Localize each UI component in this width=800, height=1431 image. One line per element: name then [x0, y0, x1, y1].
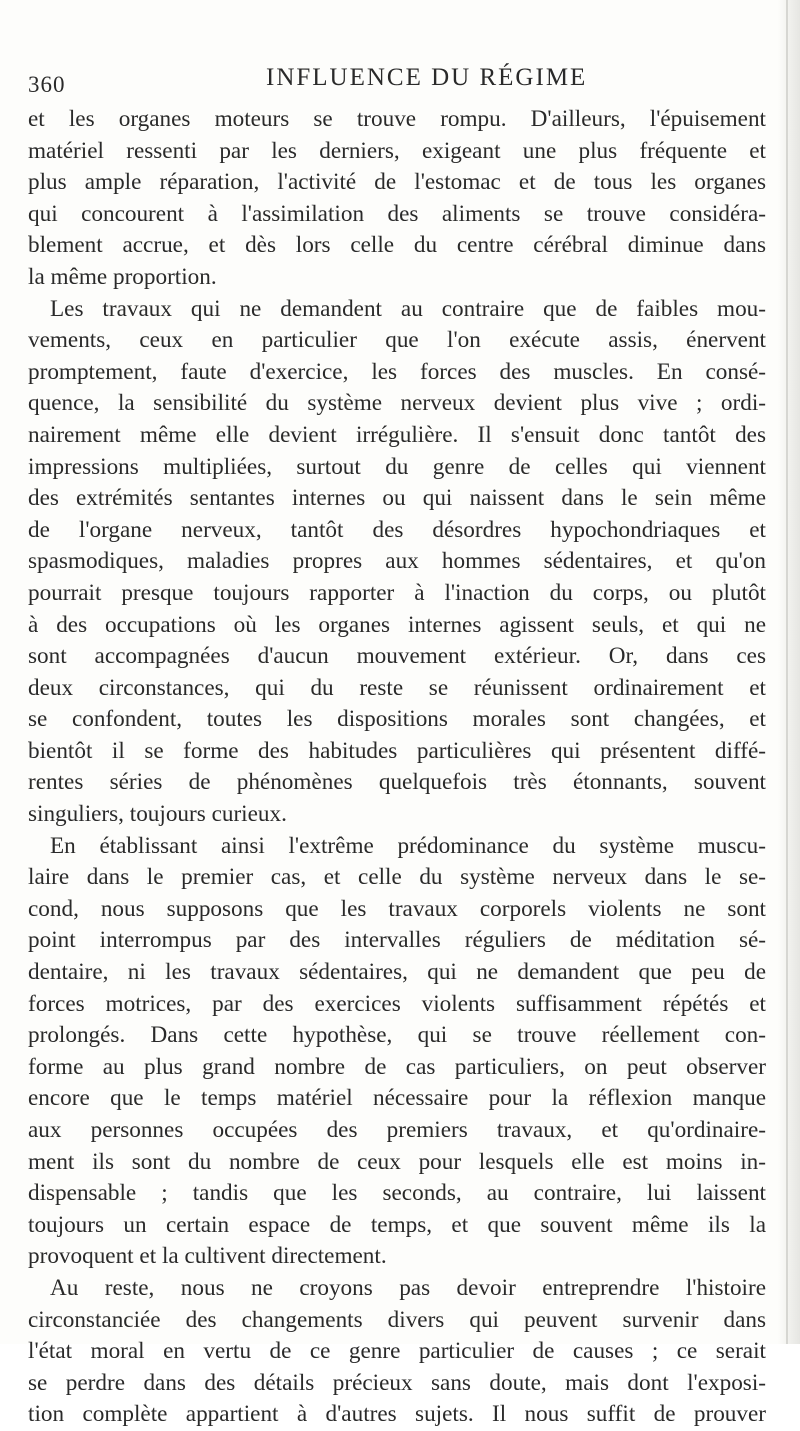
- body-text: [28, 104, 766, 1431]
- text-line: laire dans le premier cas, et celle du système nerveux dans le se-: [28, 864, 766, 891]
- page-edge-rule: [786, 0, 788, 1344]
- text-line: de l'organe nerveux, tantôt des désordres hypochondriaques et: [28, 516, 766, 543]
- text-line: aux personnes occupées des premiers travaux, et qu'ordinaire-: [28, 1117, 766, 1143]
- text-line: à des occupations où les organes internes agissent seuls, et qui ne: [28, 611, 766, 638]
- text-line: blement accrue, et dès lors celle du centre cérébral diminue dans: [28, 232, 766, 259]
- text-line: vements, ceux en particulier que l'on exécute assis, énervent: [28, 327, 766, 354]
- text-line: cond, nous supposons que les travaux corporels violents ne sont: [28, 895, 766, 922]
- text-line: l'état moral en vertu de ce genre particulier de causes ; ce serait: [28, 1338, 766, 1365]
- page-header: [28, 58, 768, 98]
- text-line: singuliers, toujours curieux.: [28, 801, 287, 828]
- text-line: Au reste, nous ne croyons pas devoir entreprendre l'histoire: [50, 1274, 766, 1301]
- text-line: nairement même elle devient irrégulière. Il s'ensuit donc tantôt des: [28, 421, 766, 448]
- text-line: provoquent et la cultivent directement.: [28, 1243, 387, 1270]
- text-line: se perdre dans des détails précieux sans doute, mais dont l'exposi-: [28, 1369, 766, 1396]
- text-line: quence, la sensibilité du système nerveux devient plus vive ; ordi-: [28, 390, 766, 417]
- text-line: bientôt il se forme des habitudes particulières qui présentent diffé-: [28, 737, 766, 764]
- text-line: matériel ressenti par les derniers, exigeant une plus fréquente et: [28, 137, 766, 164]
- text-line: dispensable ; tandis que les seconds, au contraire, lui laissent: [28, 1180, 766, 1207]
- text-line: point interrompus par des intervalles réguliers de méditation sé-: [28, 927, 766, 954]
- text-line: impressions multipliées, surtout du genre de celles qui viennent: [28, 453, 766, 480]
- text-line: qui concourent à l'assimilation des aliments se trouve considéra-: [28, 200, 766, 227]
- text-line: tion complète appartient à d'autres sujets. Il nous suffit de prouver: [28, 1401, 766, 1428]
- text-line: promptement, faute d'exercice, les forces des muscles. En consé-: [28, 358, 766, 385]
- page-edge-shadow: [778, 0, 800, 1344]
- running-head: INFLUENCE DU RÉGIME: [266, 64, 588, 91]
- text-line: deux circonstances, qui du reste se réunissent ordinairement et: [28, 674, 766, 701]
- text-line: pourrait presque toujours rapporter à l'inaction du corps, ou plutôt: [28, 579, 766, 606]
- text-line: sont accompagnées d'aucun mouvement extérieur. Or, dans ces: [28, 643, 766, 670]
- text-line: forme au plus grand nombre de cas particuliers, on peut observer: [28, 1053, 766, 1080]
- text-line: dentaire, ni les travaux sédentaires, qui ne demandent que peu de: [28, 959, 766, 986]
- text-line: se confondent, toutes les dispositions morales sont changées, et: [28, 706, 766, 733]
- text-line: des extrémités sentantes internes ou qui naissent dans le sein même: [28, 485, 766, 512]
- text-line: circonstanciée des changements divers qui peuvent survenir dans: [28, 1306, 766, 1333]
- text-line: En établissant ainsi l'extrême prédominance du système muscu-: [50, 832, 766, 859]
- text-line: prolongés. Dans cette hypothèse, qui se trouve réellement con-: [28, 1022, 766, 1049]
- text-line: Les travaux qui ne demandent au contraire que de faibles mou-: [50, 295, 766, 322]
- text-line: la même proportion.: [28, 263, 217, 290]
- text-line: spasmodiques, maladies propres aux hommes sédentaires, et qu'on: [28, 548, 766, 575]
- text-line: forces motrices, par des exercices violents suffisamment répétés et: [28, 990, 766, 1017]
- text-line: toujours un certain espace de temps, et que souvent même ils la: [28, 1211, 766, 1238]
- text-line: ment ils sont du nombre de ceux pour lesquels elle est moins in-: [28, 1148, 766, 1175]
- text-line: et les organes moteurs se trouve rompu. D'ailleurs, l'épuisement: [28, 106, 766, 132]
- text-line: plus ample réparation, l'activité de l'estomac et de tous les organes: [28, 169, 766, 196]
- page-number: 360: [28, 72, 66, 97]
- text-line: rentes séries de phénomènes quelquefois très étonnants, souvent: [28, 769, 766, 796]
- text-line: encore que le temps matériel nécessaire pour la réflexion manque: [28, 1085, 766, 1112]
